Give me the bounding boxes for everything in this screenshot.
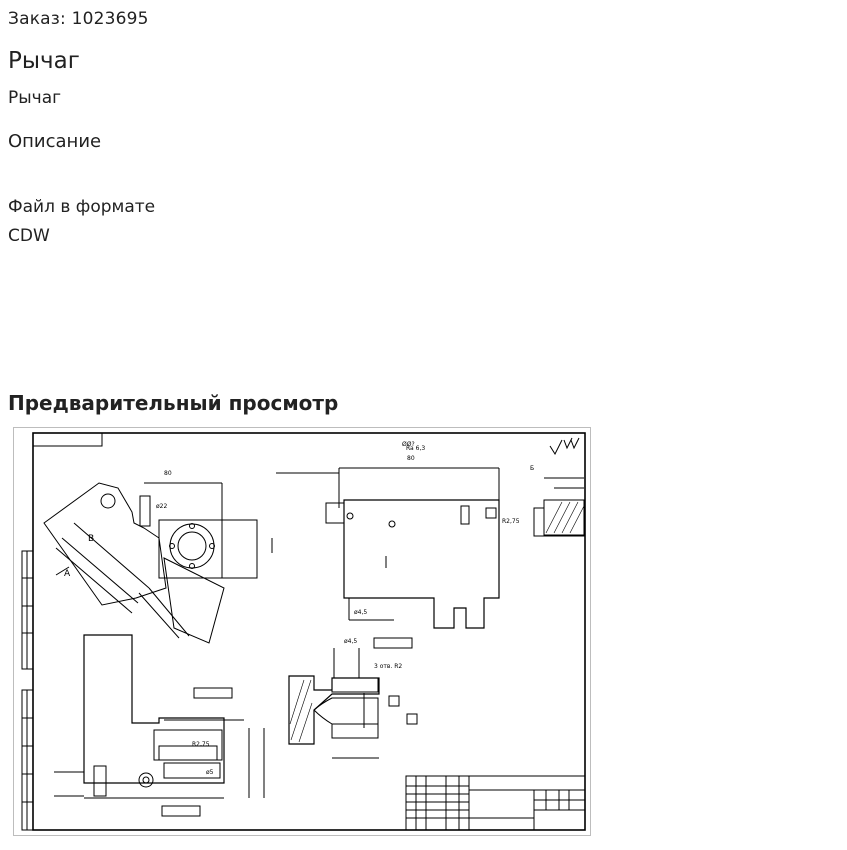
svg-text:ø4,5: ø4,5 [354, 609, 368, 616]
svg-text:ø4,5: ø4,5 [344, 638, 358, 645]
page-title: Рычаг [8, 48, 80, 74]
technical-drawing [14, 428, 590, 835]
svg-text:B: B [88, 534, 95, 544]
svg-text:ØØ?: ØØ? [402, 441, 415, 448]
preview-image[interactable] [13, 427, 591, 836]
svg-text:80: 80 [164, 470, 172, 477]
product-subtitle: Рычаг [8, 88, 62, 108]
svg-text:Ra 6,3: Ra 6,3 [406, 445, 426, 452]
svg-text:A: A [64, 569, 71, 579]
file-format-info: Файл в формате CDW [8, 197, 156, 246]
preview-heading: Предварительный просмотр [8, 391, 339, 415]
svg-text:3 отв. R2: 3 отв. R2 [374, 663, 403, 670]
svg-text:ø5: ø5 [206, 769, 214, 776]
svg-text:R2,75: R2,75 [502, 518, 520, 525]
description-label: Описание [8, 131, 102, 152]
svg-text:80: 80 [407, 455, 415, 462]
order-number: Заказ: 1023695 [8, 9, 149, 29]
svg-text:Б: Б [530, 465, 535, 472]
svg-text:R2,75: R2,75 [192, 741, 210, 748]
svg-text:ø22: ø22 [156, 503, 168, 510]
